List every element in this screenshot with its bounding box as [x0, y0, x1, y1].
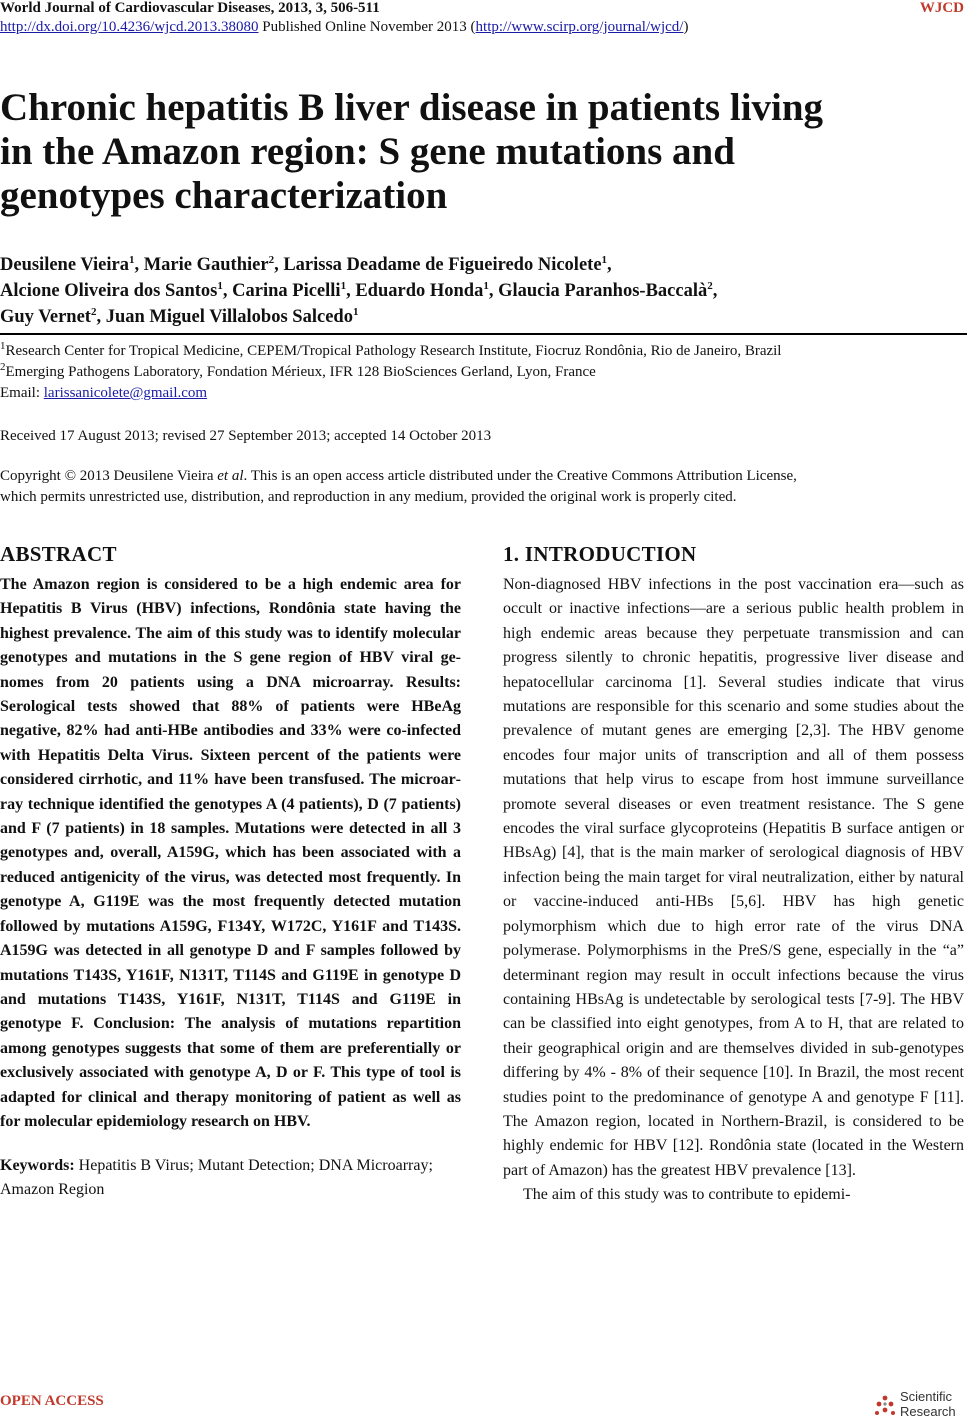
journal-abbreviation: WJCD — [919, 0, 964, 16]
introduction-paragraph-2: The aim of this study was to contribute to epidemi- — [523, 1186, 851, 1204]
doi-link[interactable]: http://dx.doi.org/10.4236/wjcd.2013.38080 — [0, 19, 259, 35]
logo-mark-icon — [873, 1394, 897, 1418]
author-line-1: Deusilene Vieira$^1$, Marie Gauthier$^2$, Larissa Deadame de Figueiredo Nicolete$^1$, — [0, 253, 612, 275]
journal-citation: World Journal of Cardiovascular Diseases, 2013, 3, 506-511 — [0, 0, 380, 16]
published-text: Published Online November 2013 ( — [258, 19, 476, 35]
title-line-2: in the Amazon region: S gene mutations and — [0, 130, 735, 173]
email-line: Email: larissanicolete@gmail.com — [0, 385, 208, 401]
author-line-3: Guy Vernet$^2$, Juan Miguel Villalobos Salcedo$^1$ — [0, 305, 359, 327]
authors-divider — [0, 333, 967, 335]
keywords-label: Keywords: — [0, 1157, 75, 1175]
title-line-1: Chronic hepatitis B liver disease in patients living — [0, 86, 824, 129]
copyright-line-2: which permits unrestricted use, distribution, and reproduction in any medium, provided the original work is properly cited. — [0, 489, 737, 505]
introduction-paragraph-1: Non-diagnosed HBV infections in the post vaccination era—such as occult or inactive infections—are a serious public health problem in high endemic areas because they perpetuate transmission and can progress silently to chronic hepatitis, progressive liver disease and hepatocellular carcinoma [1]. Several studies indicate that virus mutations are responsible for this scenario and some studies about the prevalence of mutant genes are emerging [2,3]. The HBV genome encodes four major units of transcription and all of them possess mutations that help virus to escape from host immune surveillance promote several diseases or even treatment resistance. The S gene encodes the viral surface glycoproteins (Hepatitis B surface antigen or HBsAg) [4], that is the main marker of serological diagnosis of HBV infection being the main target for viral neutralization, either by natural or vaccine-induced anti-HBs [5,6]. HBV has high genetic polymorphism which due to high error rate of the virus DNA polymerase. Polymorphisms in the PreS/S gene, especially in the “a” determinant region may result in occult infections because the virus containing HBsAg is undetectable by serological tests [7-9]. The HBV can be classified into eight genotypes, from A to H, that are related to their geographical origin and are themselves divided in sub-genotypes differing by 4% - 8% of their sequence [10]. In Brazil, the most recent studies point to the predominance of genotype A and genotype F [11]. The Amazon region, located in Northern-Brazil, is considered to be highly endemic for HBV [12]. Rondônia state (located in the Western part of Amazon) has the greatest HBV prevalence [13]. — [503, 576, 964, 1179]
affiliation-1: $^1$Research Center for Tropical Medicine, CEPEM/Tropical Pathology Research Institute, Fiocruz Rondônia, Rio de Janeiro, Brazil — [0, 340, 782, 359]
close-paren: ) — [683, 19, 689, 35]
copyright-notice — [0, 466, 967, 508]
paper-title — [0, 86, 960, 218]
running-header — [0, 0, 967, 18]
abstract-text: The Amazon region is considered to be a high endemic area for Hepatitis B Virus (HBV) infections, Rondônia state having the highest prevalence. The aim of this study was to identify molecular genotypes and mutations in the S gene region of HBV viral genomes from 20 patients using a DNA microarray. Results: Serological tests showed that 88% of patients were HBeAg negative, 82% had anti-HBe antibodies and 33% were co-infected with Hepatitis Delta Virus. Sixteen percent of the patients were considered cirrhotic, and 11% have been transfused. The microarray technique identified the genotypes A (4 patients), D (7 patients) and F (7 patients) in 18 samples. Mutations were detected in all 3 genotypes and, overall, A159G, which has been associated with a reduced antigenicity of the virus, was detected most frequently. In genotype A, G119E was the most frequently detected mutation followed by mutations A159G, F134Y, W172C, Y161F and T143S. A159G was detected in all genotype D and F samples followed by mutations T143S, Y161F, N131T, T114S and G119E in genotype D and mutations T143S, Y161F, N131T, T114S and G119E in genotype F. Conclusion: The analysis of mutations repartition among genotypes suggests that some of them are preferentially or exclusively associated with genotype A, D or F. This type of tool is adapted for clinical and therapy monitoring of patient as well as for molecular epidemiology research on HBV. — [0, 576, 461, 1130]
affiliation-2: $^2$Emerging Pathogens Laboratory, Fondation Mérieux, IFR 128 BioSciences Gerland, Lyon, France — [0, 361, 596, 380]
journal-link[interactable]: http://www.scirp.org/journal/wjcd/ — [475, 19, 684, 35]
logo-text-line-2: Research — [900, 1404, 956, 1419]
abstract-heading: ABSTRACT — [0, 542, 117, 566]
abstract-column — [0, 540, 461, 1202]
open-access-label: OPEN ACCESS — [0, 1393, 104, 1409]
author-list — [0, 252, 967, 330]
title-line-3: genotypes characterization — [0, 174, 448, 217]
scientific-research-logo — [873, 1389, 963, 1421]
received-dates: Received 17 August 2013; revised 27 September 2013; accepted 14 October 2013 — [0, 428, 492, 444]
doi-line — [0, 18, 967, 36]
keywords — [0, 1154, 461, 1202]
affiliations — [0, 341, 967, 404]
logo-text-line-1: Scientific — [900, 1389, 953, 1404]
keywords-list: Hepatitis B Virus; Mutant Detection; DNA Microarray; Amazon Region — [0, 1157, 433, 1199]
introduction-heading: 1. INTRODUCTION — [503, 542, 697, 566]
author-line-2: Alcione Oliveira dos Santos$^1$, Carina Picelli$^1$, Eduardo Honda$^1$, Glaucia Paranhos-Baccalà$^2$, — [0, 279, 718, 301]
introduction-column — [503, 540, 964, 1208]
copyright-line-1: Copyright © 2013 Deusilene Vieira et al. This is an open access article distributed under the Creative Commons Attribution License, — [0, 468, 797, 484]
email-link[interactable]: larissanicolete@gmail.com — [43, 385, 208, 401]
